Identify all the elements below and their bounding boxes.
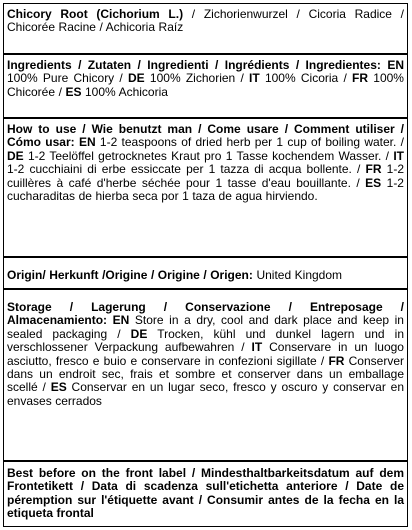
ingredients-heading: Ingredients / Zutaten / Ingredienti / Ingrédients / Ingredientes: [7, 58, 381, 72]
how-to-use-es: 1-2 cucharaditas de hierba seca por 1 taza de agua hirviendo. [7, 175, 404, 204]
storage-de: Trocken, kühl und dunkel lagern und in verschlossener Verpackung aufbewahren [7, 326, 404, 355]
lang-code-en: EN [112, 313, 130, 328]
lang-code-es: ES [65, 84, 82, 99]
divider-3 [4, 256, 407, 258]
origin-value: United Kingdom [256, 268, 343, 282]
storage-es: Conservar en un lugar seco, fresco y oscuro y conservar en envases cerrados [7, 380, 404, 408]
how-to-use-section [7, 123, 404, 203]
ingredients-it: 100% Cicoria [264, 71, 339, 86]
product-name-translations: / Zichorienwurzel / Cicoria Radice / Chicorée Racine / Achicoria Raíz [7, 7, 404, 35]
origin-heading: Origin/ Herkunft /Origine / Origine / Origen: [7, 268, 253, 282]
product-name-latin: Chicory Root (Cichorium L.) [7, 7, 184, 21]
lang-code-en: EN [387, 58, 404, 72]
lang-code-es: ES [365, 175, 382, 190]
divider-1 [4, 53, 407, 55]
how-to-use-de: 1-2 Teelöffel getrocknetes Kraut pro 1 Tasse kochendem Wasser. [27, 148, 382, 163]
storage-fr: Conserver dans un endroit sec, frais et sombre et conserver dans un emballage scellé [7, 353, 404, 395]
lang-code-es: ES [50, 380, 67, 395]
storage-it: Conservare in un luogo asciutto, fresco e buio e conservare in confezioni sigillate [7, 340, 404, 368]
lang-code-fr: FR [328, 353, 345, 368]
product-label [3, 3, 408, 527]
storage-heading: Storage / Lagerung / Conservazione / Entreposage / Almacenamiento: [7, 300, 404, 328]
how-to-use-fr: 1-2 cuillères à café d'herbe séchée pour 1 tasse d'eau bouillante. [7, 162, 404, 190]
origin-text [7, 269, 404, 282]
lang-code-en: EN [78, 135, 96, 150]
lang-code-fr: FR [365, 162, 382, 177]
storage-section [7, 301, 404, 408]
best-before-statement: Best before on the front label / Mindesthaltbarkeitsdatum auf dem Frontetikett / Data di scadenza sull'etichetta anteriore / Date de péremption sur l'étiquette avant / Consumir antes de la fecha en la etiqueta frontal [7, 466, 404, 521]
how-to-use-it: 1-2 cucchiaini di erbe essiccate per 1 tazza di acqua bollente. [7, 162, 352, 177]
divider-4 [4, 288, 407, 290]
divider-2 [4, 117, 407, 119]
product-name-section [7, 8, 404, 35]
ingredients-en: 100% Pure Chicory [7, 71, 115, 86]
storage-text: Storage / Lagerung / Conservazione / Entreposage / Almacenamiento: EN Store in a dry, cool and dark place and keep in sealed packaging / DE Trocken, kühl und dunkel lagern und in verschlossener Verpackung aufbewahren / IT Conservare in un luogo asciutto, fresco e buio e conservare in confezioni sigillate / FR Conserver dans un endroit sec, frais et sombre et conserver dans un emballage scellé / ES Conservar en un lugar seco, fresco y oscuro y conservar en envases cerrados [7, 300, 404, 408]
ingredients-fr: 100% Chicorée [7, 71, 404, 99]
lang-code-it: IT [251, 340, 263, 355]
lang-code-de: DE [130, 326, 148, 341]
how-to-use-text: How to use / Wie benutzt man / Come usare / Comment utiliser / Cómo usar: EN 1-2 teaspoons of dried herb per 1 cup of boiling water. / DE 1-2 Teelöffel getrocknetes Kraut pro 1 Tasse kochendem Wasser. / IT 1-2 cucchiaini di erbe essiccate per 1 tazza di acqua bollente. / FR 1-2 cuillères à café d'herbe séchée pour 1 tasse d'eau bouillante. / ES 1-2 cucharaditas de hierba seca por 1 taza de agua hirviendo. [7, 122, 404, 204]
how-to-use-en: 1-2 teaspoons of dried herb per 1 cup of boiling water. [99, 135, 397, 150]
lang-code-de: DE [7, 148, 24, 163]
ingredients-text: Ingredients / Zutaten / Ingredienti / Ingrédients / Ingredientes: EN 100% Pure Chicory / DE 100% Zichorien / IT 100% Cicoria / FR 100% Chicorée / ES 100% Achicoria [7, 58, 404, 99]
lang-code-de: DE [128, 71, 145, 86]
best-before-text [7, 467, 404, 521]
lang-code-it: IT [393, 148, 404, 163]
product-name [7, 8, 404, 35]
how-to-use-heading: How to use / Wie benutzt man / Come usare / Comment utiliser / Cómo usar: [7, 122, 404, 150]
origin-section [7, 269, 404, 282]
ingredients-de: 100% Zichorien [149, 71, 236, 86]
best-before-section [7, 467, 404, 521]
storage-en: Store in a dry, cool and dark place and keep in sealed packaging [7, 313, 404, 341]
ingredients-section [7, 59, 404, 99]
ingredients-es: 100% Achicoria [85, 84, 168, 99]
lang-code-it: IT [249, 71, 260, 86]
lang-code-fr: FR [352, 71, 369, 86]
divider-5 [4, 460, 407, 462]
